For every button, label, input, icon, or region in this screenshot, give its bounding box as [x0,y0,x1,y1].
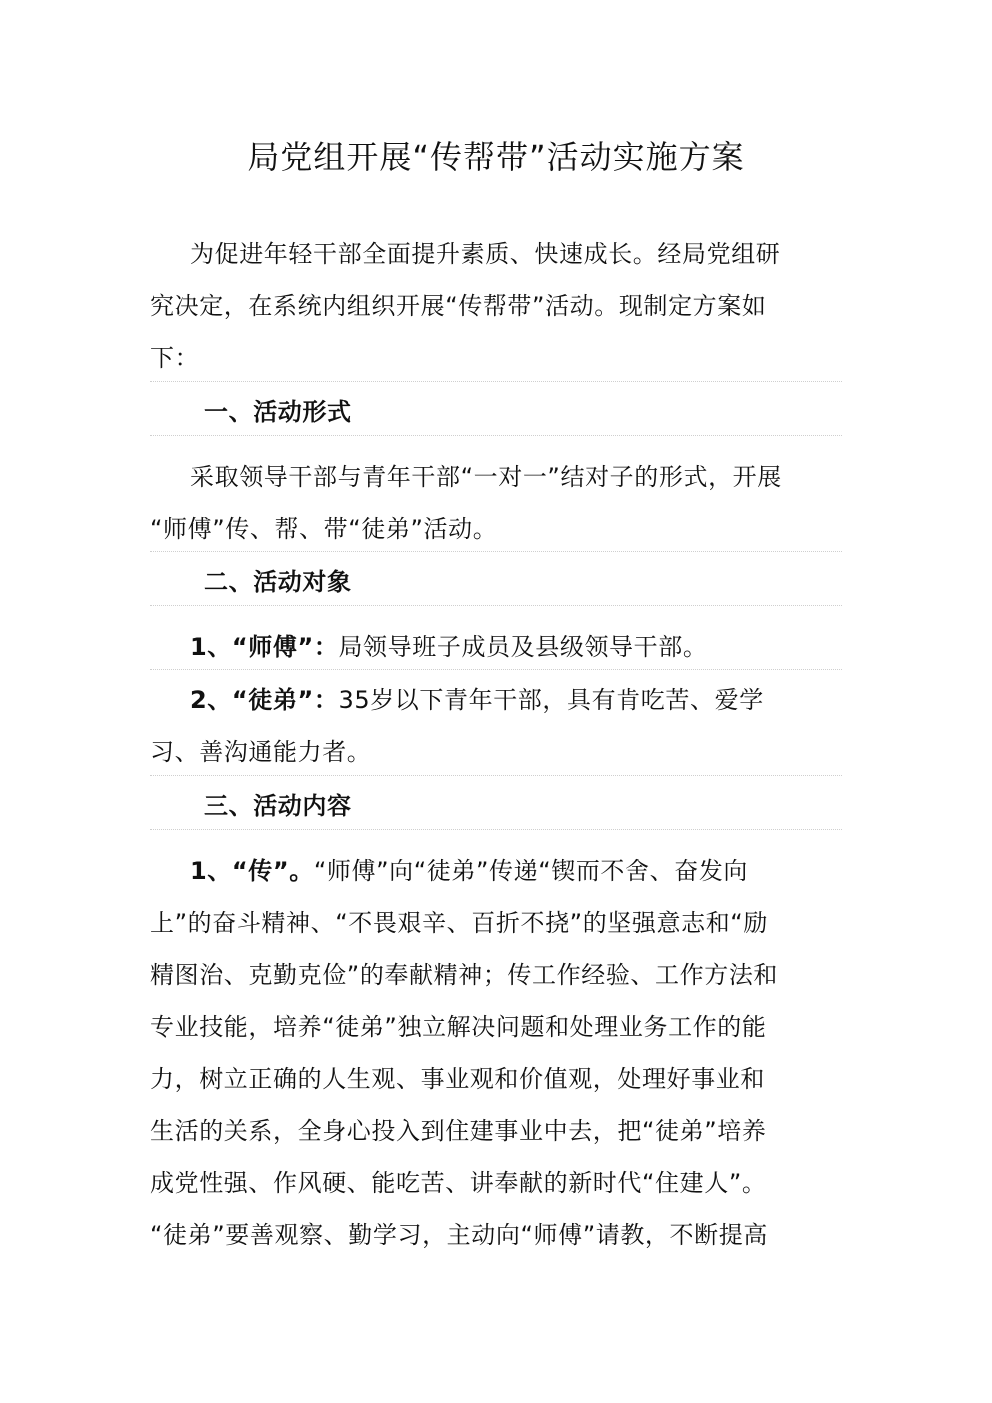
item-label: 2、“徒弟”： [190,686,339,714]
section3-line-7: “徒弟”要善观察、勤学习，主动向“师傅”请教，不断提高 [150,1221,768,1249]
section-heading-2: 二、活动对象 [204,568,352,596]
section3-line-3: 专业技能，培养“徒弟”独立解决问题和处理业务工作的能 [150,1013,767,1041]
section3-line-4: 力，树立正确的人生观、事业观和价值观，处理好事业和 [150,1065,765,1093]
divider [150,605,842,606]
section3-line-2: 精图治、克勤克俭”的奉献精神；传工作经验、工作方法和 [150,961,779,989]
section2-item-1 [190,631,707,663]
intro-line-1: 为促进年轻干部全面提升素质、快速成长。经局党组研 [190,240,781,268]
intro-line-3: 下： [150,344,200,372]
section-heading-3: 三、活动内容 [204,792,352,820]
divider [150,381,842,382]
section3-line-6: 成党性强、作风硬、能吃苦、讲奉献的新时代“住建人”。 [150,1169,767,1197]
section3-line-5: 生活的关系，全身心投入到住建事业中去，把“徒弟”培养 [150,1117,767,1145]
item-label: 1、“师傅”： [190,633,339,661]
section1-line-2: “师傅”传、帮、带“徒弟”活动。 [150,515,498,543]
section3-item-1 [190,855,748,887]
item-text: “师傅”向“徒弟”传递“锲而不舍、奋发向 [313,857,749,885]
item-label: 1、“传”。 [190,857,314,885]
section3-line-1: 上”的奋斗精神、“不畏艰辛、百折不挠”的坚强意志和“励 [150,909,768,937]
divider [150,775,842,776]
item-text: 局领导班子成员及县级领导干部。 [338,633,708,661]
divider [150,435,842,436]
divider [150,551,842,552]
divider [150,829,842,830]
section1-line-1: 采取领导干部与青年干部“一对一”结对子的形式，开展 [190,463,782,491]
document-title: 局党组开展“传帮带”活动实施方案 [247,138,745,176]
section2-item-2-cont: 习、善沟通能力者。 [150,738,372,766]
divider [150,669,842,670]
intro-line-2: 究决定，在系统内组织开展“传帮带”活动。现制定方案如 [150,292,767,320]
item-text: 35岁以下青年干部，具有肯吃苦、爱学 [338,686,764,714]
section2-item-2 [190,684,764,716]
section-heading-1: 一、活动形式 [204,398,352,426]
